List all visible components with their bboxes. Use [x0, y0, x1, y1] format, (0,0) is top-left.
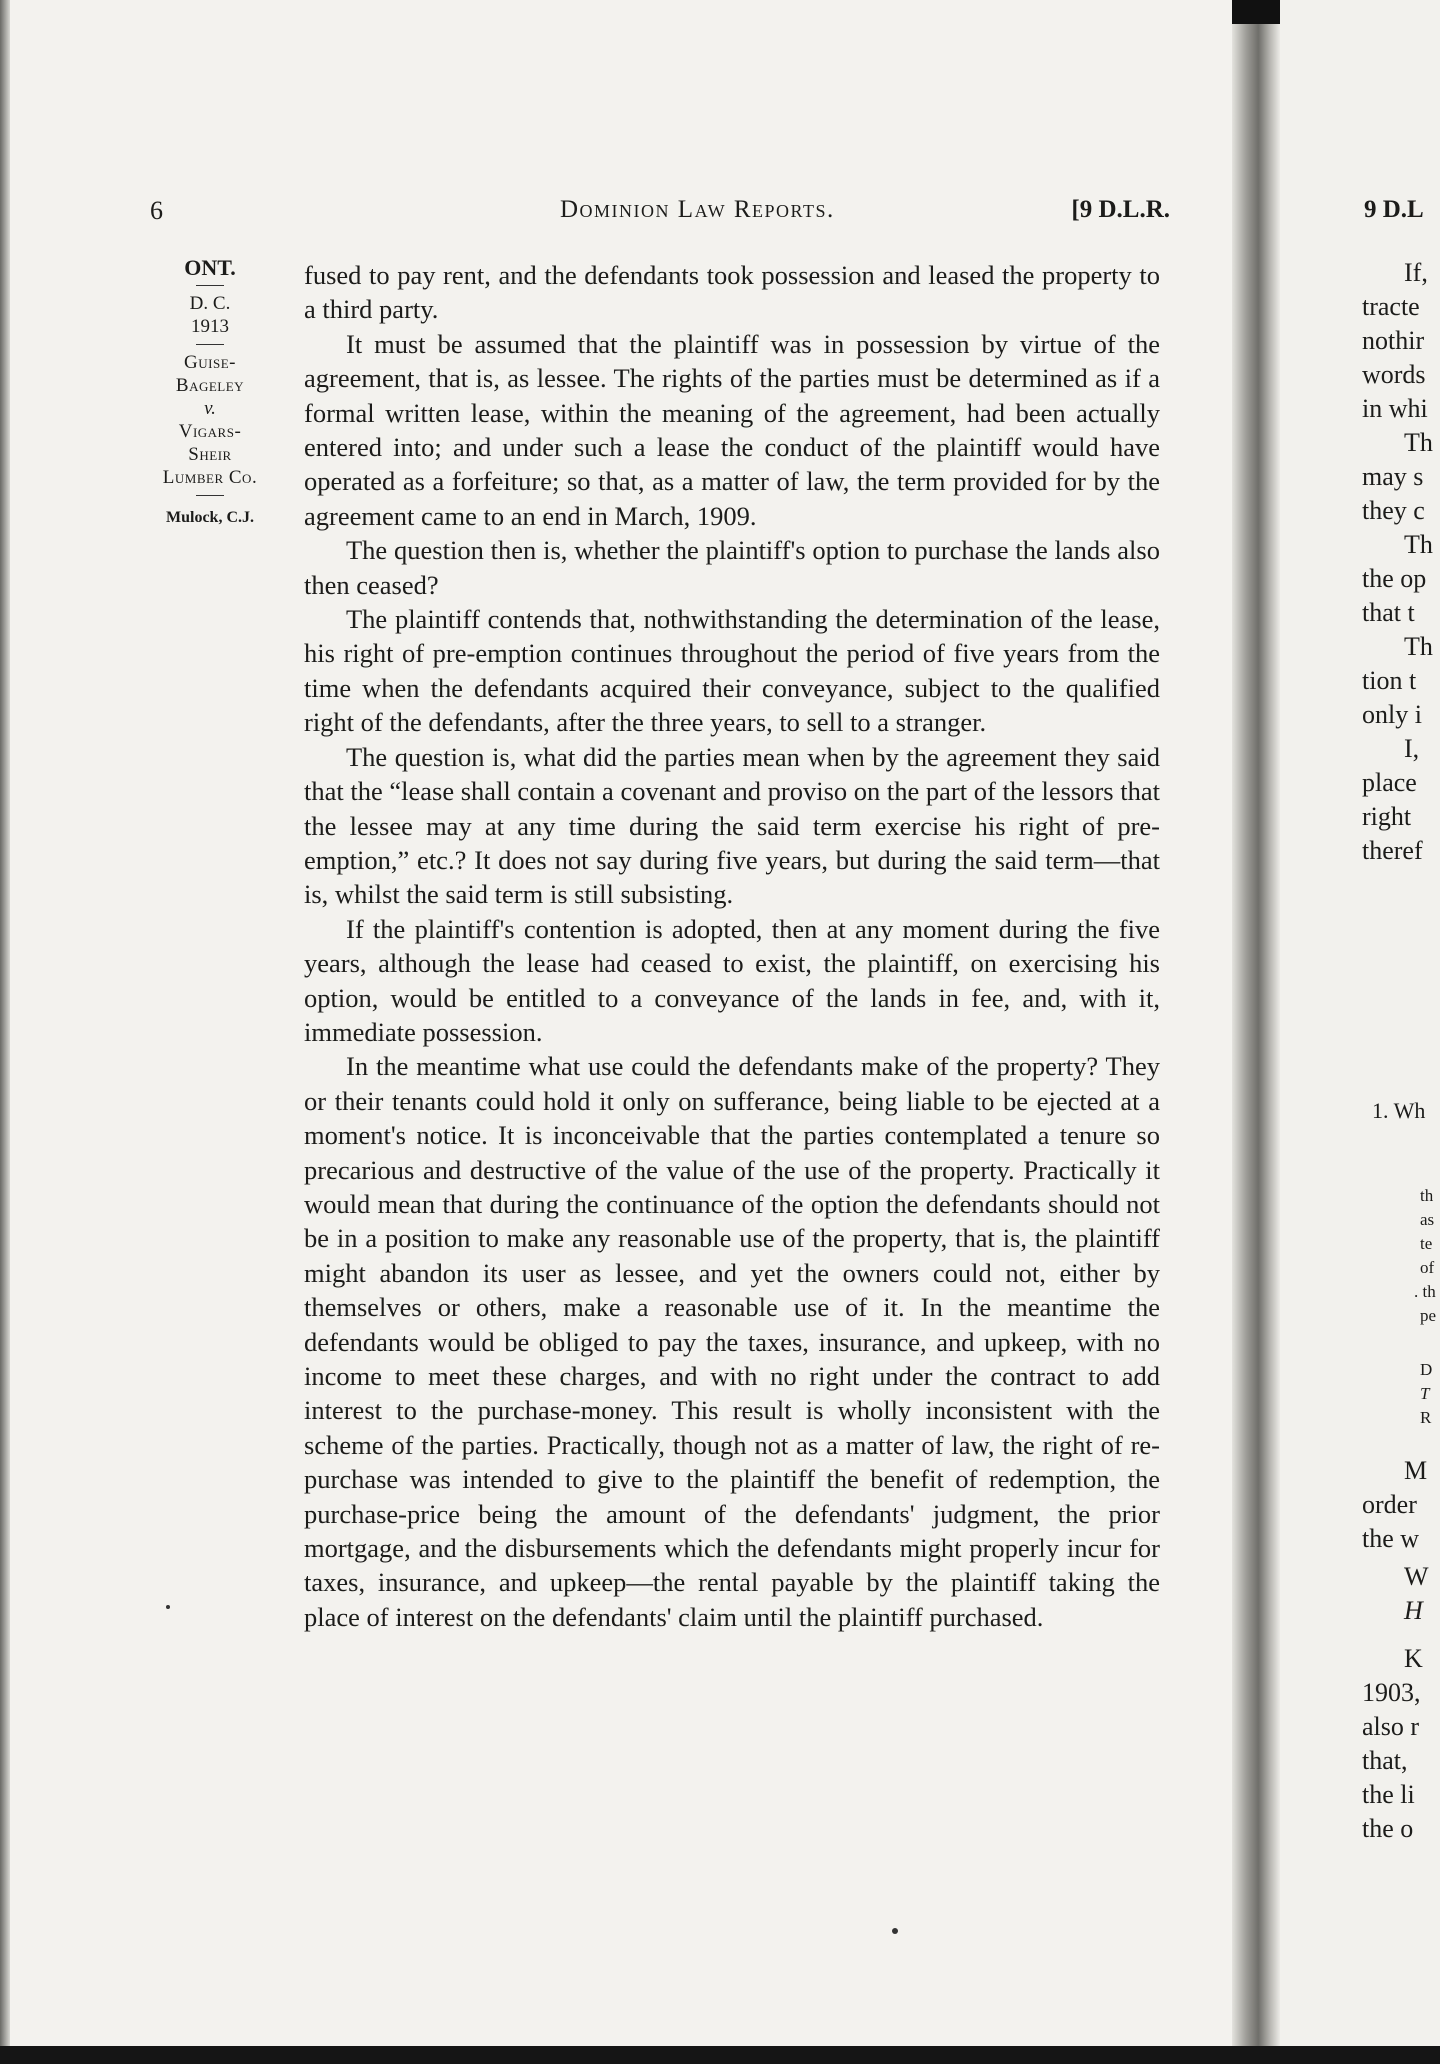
right-text-line: pe: [1420, 1306, 1437, 1325]
right-page-header: 9 D.L: [1364, 196, 1424, 223]
right-text-line: D: [1420, 1360, 1433, 1379]
margin-judge: Mulock, C.J.: [166, 509, 254, 526]
right-text-line: I,: [1404, 734, 1420, 763]
right-text-line: only i: [1362, 700, 1422, 729]
paragraph: It must be assumed that the plaintiff was in possession by virtue of the agreement, that is, as lessee. The rights of the parties must be determined as if a formal written lease, within the meaning of the agreement, had been actually entered into; and under such a lease the conduct of the plaintiff would have operated as a forfeiture; so that, as a matter of law, the term provided for by the agreement came to an end in March, 1909.: [304, 328, 1160, 531]
right-text-line: th: [1420, 1186, 1434, 1205]
right-text-line: tion t: [1362, 666, 1417, 695]
right-text-line: Th: [1404, 632, 1433, 661]
right-text-line: te: [1420, 1234, 1433, 1253]
running-header: [150, 196, 1170, 232]
right-text-line: order: [1362, 1490, 1417, 1519]
scan-border: [0, 2046, 1440, 2064]
running-title: Dominion Law Reports.: [560, 196, 835, 223]
right-text-line: may s: [1362, 462, 1424, 491]
page-edge-shadow: [0, 0, 10, 2064]
right-text-line: T: [1420, 1384, 1430, 1403]
paragraph: The question is, what did the parties mean when by the agreement they said that the “lease shall contain a covenant and proviso on the part of the lessors that the lessee may at any time during the said term exercise his right of pre-emption,” etc.? It does not say during five years, but during the said term—that is, whilst the said term is still subsisting.: [304, 741, 1160, 910]
right-text-line: nothir: [1362, 326, 1425, 355]
paragraph: In the meantime what use could the defendants make of the property? They or their tenants could hold it only on sufferance, being liable to be ejected at a moment's notice. It is inconceivable that the parties contemplated a tenure so precarious and destructive of the value of the use of the property. Practically it would mean that during the continuance of the option the defendants should not be in a position to make any reasonable use of the property, that is, the plaintiff might abandon its user as lessee, and yet the owners could not, either by themselves or others, make a reasonable use of it. In the meantime the defendants would be obliged to pay the taxes, insurance, and upkeep, with no income to meet these charges, and with no right under the contract to add interest to the purchase-money. This result is wholly inconsistent with the scheme of the parties. Practically, though not as a matter of law, the right of re-purchase was intended to give to the plaintiff the benefit of redemption, the purchase-price being the amount of the defendants' judgment, the prior mortgage, and the disbursements which the defendants might properly incur for taxes, insurance, and upkeep—the rental payable by the plaintiff taking the place of interest on the defendants' claim until the plaintiff purchased.: [304, 1051, 1160, 1632]
right-text-line: Th: [1404, 530, 1433, 559]
right-text-line: . th: [1414, 1282, 1436, 1301]
right-text-line: the li: [1362, 1780, 1415, 1809]
right-text-line: W: [1404, 1562, 1429, 1591]
paragraph: If the plaintiff's contention is adopted, then at any moment during the five years, although the lease had ceased to exist, the plaintiff, on exercising his option, would be entitled to a conveyance of the lands in fee, and, with it, immediate possession.: [304, 913, 1160, 1047]
right-text-line: M: [1404, 1456, 1428, 1485]
right-text-line: 1903,: [1362, 1678, 1421, 1707]
margin-note: [140, 256, 280, 529]
margin-party1-line1: Guise-: [184, 352, 236, 373]
margin-year: 1913: [191, 316, 229, 337]
margin-rule: [196, 285, 224, 286]
right-text-line: in whi: [1362, 394, 1428, 423]
margin-versus: v.: [204, 398, 216, 419]
right-text-line: R: [1420, 1408, 1432, 1427]
paragraph: The plaintiff contends that, nothwithstanding the determination of the lease, his right of pre-emption continues throughout the period of five years from the time when the defendants acquired their conveyance, subject to the qualified right of the defendants, after the three years, to sell to a stranger.: [304, 604, 1160, 738]
paragraph: The question then is, whether the plaintiff's option to purchase the lands also then ceased?: [304, 535, 1160, 600]
margin-party2-line3: Lumber Co.: [162, 467, 258, 488]
margin-court: D. C.: [189, 293, 231, 314]
margin-rule: [196, 495, 224, 496]
page-number: 6: [150, 196, 163, 225]
right-text-line: If,: [1404, 258, 1428, 287]
right-text-line: as: [1420, 1210, 1435, 1229]
paragraph: fused to pay rent, and the defendants took possession and leased the property to a third party.: [304, 260, 1160, 325]
right-text-line: H: [1404, 1596, 1423, 1625]
speck: [166, 1605, 170, 1609]
right-text-line: K: [1404, 1644, 1423, 1673]
right-text-line: tracte: [1362, 292, 1420, 321]
right-text-line: the op: [1362, 564, 1427, 593]
right-text-line: theref: [1362, 836, 1423, 865]
right-text-line: of: [1420, 1258, 1435, 1277]
margin-party2-line1: Vigars-: [178, 421, 242, 442]
speck: [892, 1928, 898, 1934]
volume-reference: [9 D.L.R.: [1071, 196, 1170, 223]
right-text-line: the w: [1362, 1524, 1420, 1553]
right-text-line: that t: [1362, 598, 1415, 627]
margin-party2-line2: Sheir: [188, 444, 232, 465]
body-text: [304, 258, 1160, 1634]
right-text-line: place: [1362, 768, 1417, 797]
right-text-line: they c: [1362, 496, 1425, 525]
right-text-line: Th: [1404, 428, 1433, 457]
right-text-line: the o: [1362, 1814, 1414, 1843]
right-text-line: also r: [1362, 1712, 1420, 1741]
margin-rule: [196, 344, 224, 345]
right-text-line: that,: [1362, 1746, 1408, 1775]
margin-province: ONT.: [184, 255, 236, 280]
right-text-line: 1. Wh: [1372, 1098, 1426, 1123]
margin-party1-line2: Bageley: [175, 375, 245, 396]
book-gutter: [1232, 22, 1280, 2064]
right-text-line: words: [1362, 360, 1426, 389]
right-text-line: right: [1362, 802, 1412, 831]
